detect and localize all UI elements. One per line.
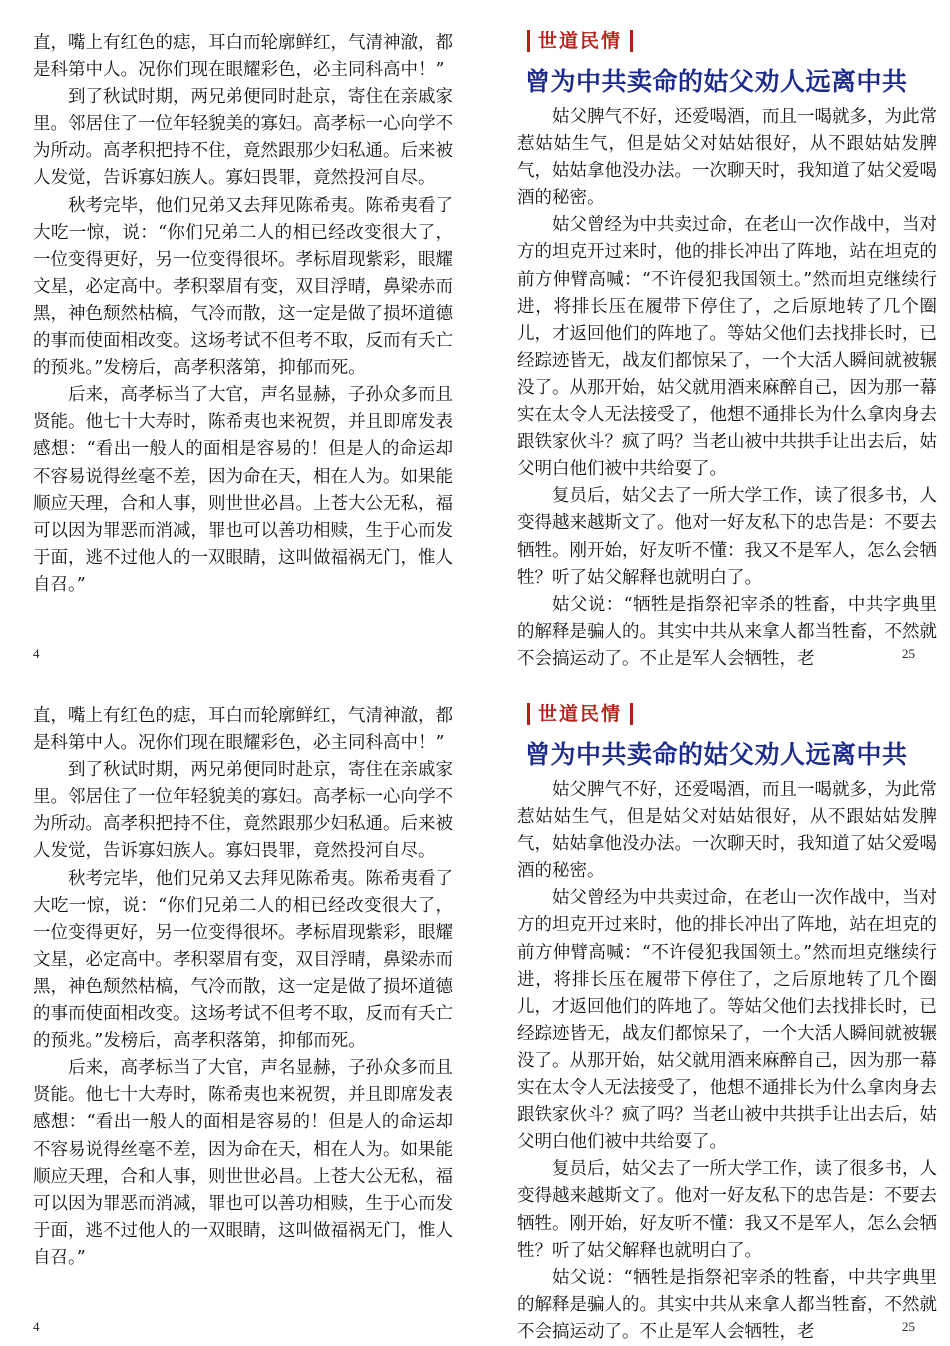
right-page-column <box>517 703 937 1346</box>
right-paragraph-4: 姑父说：“牺牲是指祭祀宰杀的牲畜，中共字典里的解释是骗人的。其实中共从来拿人都当牲畜，不然就不会搞运动了。不止是军人会牺牲，老 <box>517 594 937 669</box>
right-paragraph-1: 姑父脾气不好，还爱喝酒，而且一喝就多，为此常惹姑姑生气，但是姑父对姑姑很好，从不跟姑姑发脾气，姑姑拿他没办法。一次聊天时，我知道了姑父爱喝酒的秘密。 <box>517 107 937 209</box>
right-page-column <box>517 30 937 673</box>
left-paragraph-4: 后来，高孝标当了大官，声名显赫，子孙众多而且贤能。他七十大寿时，陈希夷也来祝贺，并且即席发表感想：“看出一般人的面相是容易的！但是人的命运却不容易说得丝毫不差，因为命在天，相在人为。如果能顺应天理，合和人事，则世世必昌。上苍大公无私，福可以因为罪恶而消减，罪也可以善功相赎，生于心而发于面，逃不过他人的一双眼睛，这叫做福祸无门，惟人自召。” <box>33 385 453 595</box>
right-paragraph-3: 复员后，姑父去了一所大学工作，读了很多书，人变得越来越斯文了。他对一好友私下的忠告是：不要去牺牲。刚开始，好友听不懂：我又不是军人，怎么会牺牲？听了姑父解释也就明白了。 <box>517 1159 937 1261</box>
section-tag: 世道民情 <box>527 703 633 725</box>
left-paragraph-2: 到了秋试时期，两兄弟便同时赴京，寄住在亲戚家里。邻居住了一位年轻貌美的寡妇。高孝标一心向学不为所动。高孝积把持不住，竟然跟那少妇私通。后来被人发觉，告诉寡妇族人。寡妇畏罪，竟然投河自尽。 <box>33 87 453 189</box>
left-paragraph-2: 到了秋试时期，两兄弟便同时赴京，寄住在亲戚家里。邻居住了一位年轻貌美的寡妇。高孝标一心向学不为所动。高孝积把持不住，竟然跟那少妇私通。后来被人发觉，告诉寡妇族人。寡妇畏罪，竟然投河自尽。 <box>33 760 453 862</box>
left-paragraph-3: 秋考完毕，他们兄弟又去拜见陈希夷。陈希夷看了大吃一惊，说：“你们兄弟二人的相已经改变很大了，一位变得更好，另一位变得很坏。孝标眉现紫彩，眼耀文星，必定高中。孝积翠眉有变，双目浮晴，鼻梁赤而黑，神色颓然枯槁，气冷而散，这一定是做了损坏道德的事而使面相改变。这场考试不但考不取，反而有夭亡的预兆。”发榜后，高孝积落第，抑郁而死。 <box>33 868 453 1052</box>
page-spread-bottom <box>0 673 950 1345</box>
left-paragraph-3: 秋考完毕，他们兄弟又去拜见陈希夷。陈希夷看了大吃一惊，说：“你们兄弟二人的相已经改变很大了，一位变得更好，另一位变得很坏。孝标眉现紫彩，眼耀文星，必定高中。孝积翠眉有变，双目浮晴，鼻梁赤而黑，神色颓然枯槁，气冷而散，这一定是做了损坏道德的事而使面相改变。这场考试不但考不取，反而有夭亡的预兆。”发榜后，高孝积落第，抑郁而死。 <box>33 195 453 379</box>
right-paragraph-4: 姑父说：“牺牲是指祭祀宰杀的牲畜，中共字典里的解释是骗人的。其实中共从来拿人都当牲畜，不然就不会搞运动了。不止是军人会牺牲，老 <box>517 1267 937 1342</box>
right-paragraph-3: 复员后，姑父去了一所大学工作，读了很多书，人变得越来越斯文了。他对一好友私下的忠告是：不要去牺牲。刚开始，好友听不懂：我又不是军人，怎么会牺牲？听了姑父解释也就明白了。 <box>517 486 937 588</box>
left-page-column <box>33 703 453 1272</box>
left-paragraph-1: 直，嘴上有红色的痣，耳白而轮廓鲜红，气清神澈，都是科第中人。况你们现在眼耀彩色，必主同科高中！” <box>33 706 453 754</box>
section-tag: 世道民情 <box>527 30 633 52</box>
page-spread-top <box>0 0 950 672</box>
page-number-right: 25 <box>902 1319 915 1334</box>
page-number-right: 25 <box>902 646 915 661</box>
right-paragraph-2: 姑父曾经为中共卖过命，在老山一次作战中，当对方的坦克开过来时，他的排长冲出了阵地，站在坦克的前方伸臂高喊：“不许侵犯我国领土。”然而坦克继续行进，将排长压在履带下停住了，之后原地转了几个圈儿，才返回他们的阵地了。等姑父他们去找排长时，已经踪迹皆无，战友们都惊呆了，一个大活人瞬间就被辗没了。从那开始，姑父就用酒来麻醉自己，因为那一幕实在太令人无法接受了，他想不通排长为什么拿肉身去跟铁家伙斗？疯了吗？当老山被中共拱手让出去后，姑父明白他们被中共给耍了。 <box>517 888 937 1153</box>
page-number-left: 4 <box>33 1319 40 1334</box>
article-headline: 曾为中共卖命的姑父劝人远离中共 <box>525 740 908 769</box>
left-paragraph-1: 直，嘴上有红色的痣，耳白而轮廓鲜红，气清神澈，都是科第中人。况你们现在眼耀彩色，必主同科高中！” <box>33 33 453 81</box>
right-paragraph-2: 姑父曾经为中共卖过命，在老山一次作战中，当对方的坦克开过来时，他的排长冲出了阵地，站在坦克的前方伸臂高喊：“不许侵犯我国领土。”然而坦克继续行进，将排长压在履带下停住了，之后原地转了几个圈儿，才返回他们的阵地了。等姑父他们去找排长时，已经踪迹皆无，战友们都惊呆了，一个大活人瞬间就被辗没了。从那开始，姑父就用酒来麻醉自己，因为那一幕实在太令人无法接受了，他想不通排长为什么拿肉身去跟铁家伙斗？疯了吗？当老山被中共拱手让出去后，姑父明白他们被中共给耍了。 <box>517 215 937 480</box>
page-number-left: 4 <box>33 646 40 661</box>
left-paragraph-4: 后来，高孝标当了大官，声名显赫，子孙众多而且贤能。他七十大寿时，陈希夷也来祝贺，并且即席发表感想：“看出一般人的面相是容易的！但是人的命运却不容易说得丝毫不差，因为命在天，相在人为。如果能顺应天理，合和人事，则世世必昌。上苍大公无私，福可以因为罪恶而消减，罪也可以善功相赎，生于心而发于面，逃不过他人的一双眼睛，这叫做福祸无门，惟人自召。” <box>33 1058 453 1268</box>
left-page-column <box>33 30 453 599</box>
article-headline: 曾为中共卖命的姑父劝人远离中共 <box>525 67 908 96</box>
right-paragraph-1: 姑父脾气不好，还爱喝酒，而且一喝就多，为此常惹姑姑生气，但是姑父对姑姑很好，从不跟姑姑发脾气，姑姑拿他没办法。一次聊天时，我知道了姑父爱喝酒的秘密。 <box>517 780 937 882</box>
